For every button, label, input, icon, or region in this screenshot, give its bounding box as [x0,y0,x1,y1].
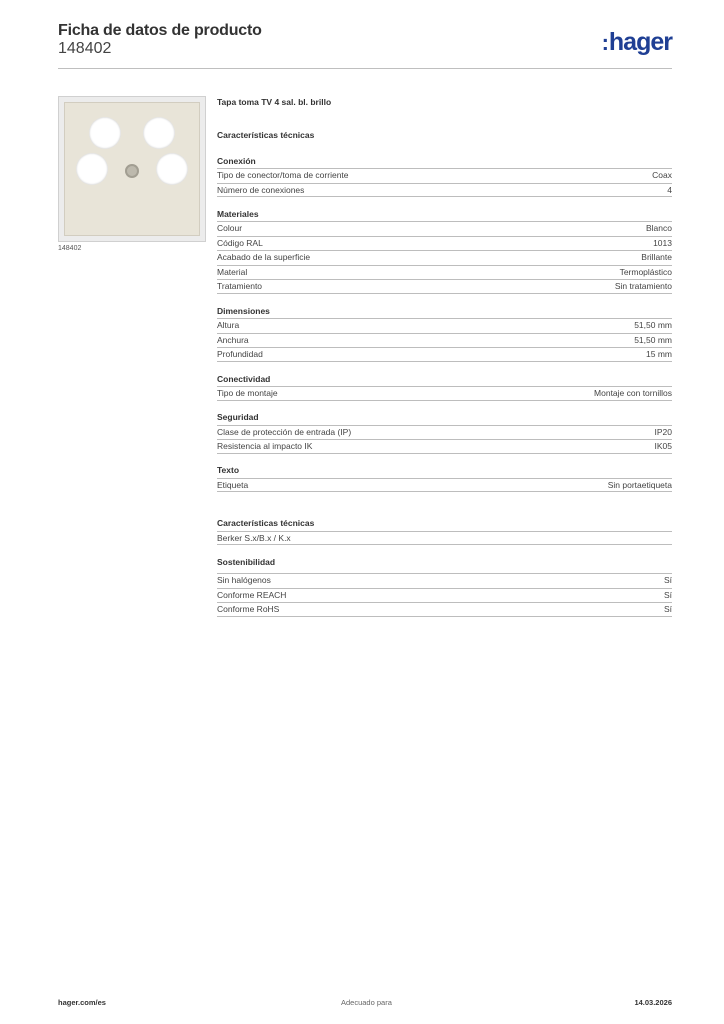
spec-row [217,347,672,362]
product-code: 148402 [58,40,112,57]
spec-value: Sin tratamiento [614,281,672,291]
spec-row [217,221,672,236]
spec-label: Anchura [217,334,249,345]
spec-value: Sin portaetiqueta [607,479,672,490]
footer-date: 14.03.2026 [634,998,672,1007]
spec-label: Colour [217,223,243,233]
spec-label: Tipo de montaje [217,388,278,398]
product-image [58,96,206,242]
spec-value: Montaje con tornillos [594,388,672,398]
section-title-conexion: Conexión [217,156,256,166]
spec-label: Número de conexiones [217,184,305,195]
section-title-tech: Características técnicas [217,130,315,140]
spec-value: Termoplástico [619,266,672,277]
spec-label: Conforme RoHS [217,604,280,614]
spec-label: Berker S.x/B.x / K.x [217,532,291,543]
spec-label: Altura [217,320,240,330]
spec-label: Tipo de conector/toma de corriente [217,170,349,180]
page-title: Ficha de datos de producto [58,22,262,39]
spec-label: Tratamiento [217,281,263,291]
footer-website: hager.com/es [58,998,106,1007]
spec-value: 4 [667,184,672,195]
socket-hole [143,117,175,149]
spec-row [217,531,672,546]
spec-row [217,439,672,454]
spec-label: Profundidad [217,349,263,359]
spec-value: IP20 [654,426,672,437]
spec-row [217,318,672,333]
socket-hole [76,153,108,185]
spec-label: Material [217,266,248,277]
spec-row [217,183,672,198]
spec-value: Blanco [646,223,672,233]
spec-row [217,425,672,440]
spec-value: Sí [663,604,672,614]
spec-label: Código RAL [217,237,263,248]
section-title-conectividad: Conectividad [217,374,271,384]
socket-hole [156,153,188,185]
spec-value: IK05 [654,441,672,451]
section-title-tech-2: Características técnicas [217,518,315,528]
spec-row [217,279,672,294]
spec-row [217,250,672,265]
section-title-materiales: Materiales [217,209,259,219]
spec-label: Clase de protección de entrada (IP) [217,426,352,437]
spec-row [217,333,672,348]
image-caption: 148402 [58,245,82,252]
spec-value: 15 mm [646,349,672,359]
product-name: Tapa toma TV 4 sal. bl. brillo [217,97,332,107]
spec-row [217,588,672,603]
spec-value: Sí [663,575,672,585]
spec-value: Sí [663,589,672,600]
section-title-texto: Texto [217,465,240,475]
spec-value: Brillante [641,252,672,262]
cover-plate [64,102,200,236]
spec-row [217,265,672,280]
spec-row [217,168,672,183]
spec-row [217,602,672,617]
logo-text: hager [608,28,672,56]
footer-note: Adecuado para [341,998,392,1007]
header-divider [58,68,672,69]
spec-label: Sin halógenos [217,575,271,585]
spec-row [217,386,672,401]
spec-row [217,236,672,251]
socket-hole [89,117,121,149]
spec-label: Etiqueta [217,479,249,490]
section-title-seguridad: Seguridad [217,412,259,422]
spec-value: 51,50 mm [634,334,672,345]
section-title-dimensiones: Dimensiones [217,306,270,316]
spec-label: Resistencia al impacto IK [217,441,313,451]
spec-value: 51,50 mm [634,320,672,330]
spec-row [217,478,672,493]
spec-value: Coax [652,170,672,180]
hager-logo: :hager [601,28,672,56]
spec-value: 1013 [653,237,672,248]
section-title-sostenibilidad: Sostenibilidad [217,557,276,567]
spec-label: Acabado de la superficie [217,252,311,262]
spec-label: Conforme REACH [217,589,287,600]
screw-icon [125,164,139,178]
spec-row [217,573,672,588]
